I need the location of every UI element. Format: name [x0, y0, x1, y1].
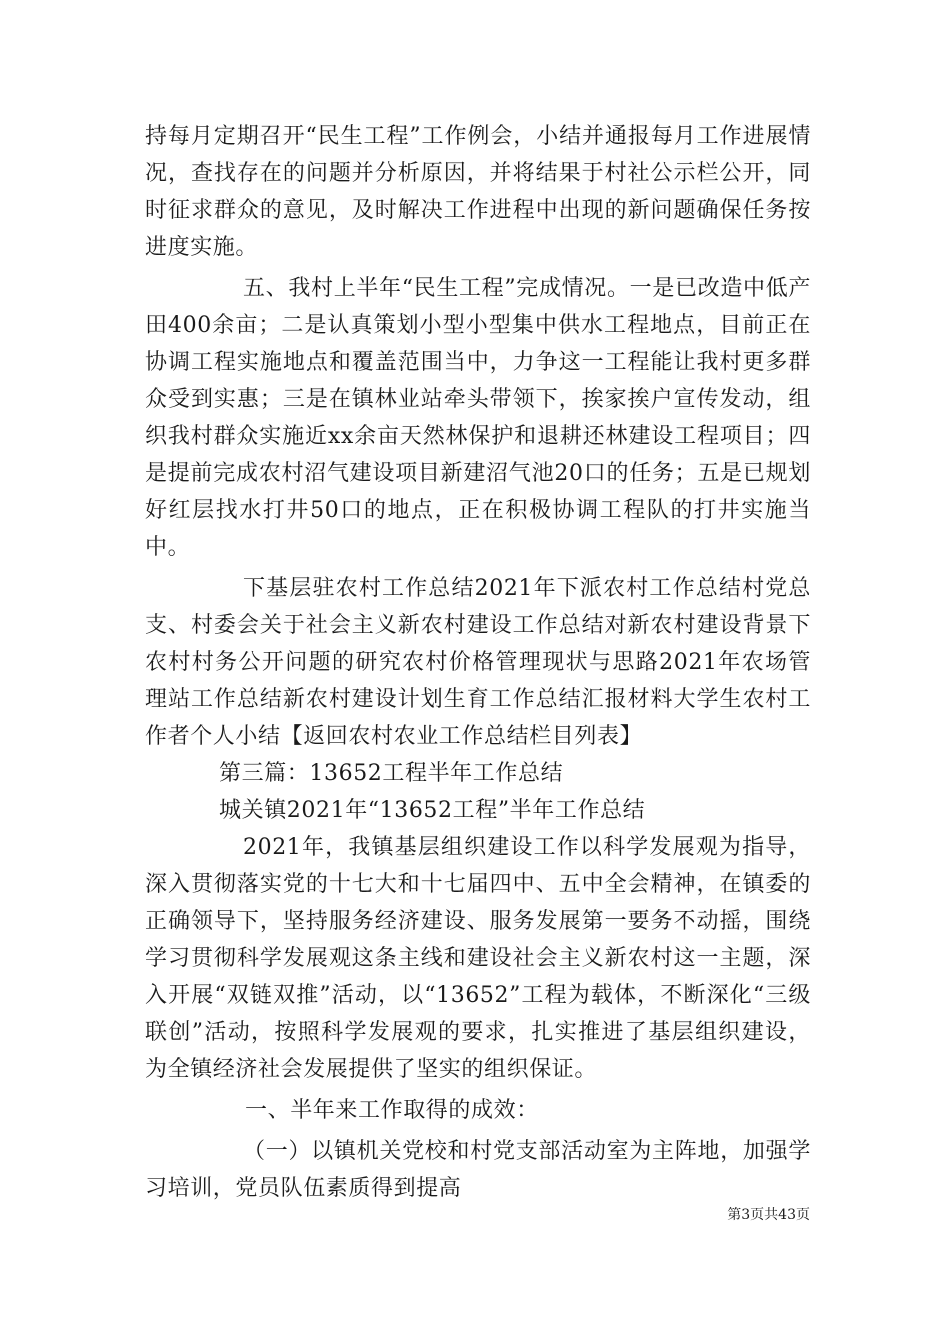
document-title: 城关镇2021年“13652工程”半年工作总结: [219, 798, 646, 823]
subsection-heading-training: （一）以镇机关党校和村党支部活动室为主阵地，加强学习培训，党员队伍素质得到提高: [145, 1139, 811, 1201]
page-number: 第3页共43页: [727, 1207, 810, 1223]
paragraph-intro: 2021年，我镇基层组织建设工作以科学发展观为指导，深入贯彻落实党的十七大和十七届四中、五中全会精神，在镇委的正确领导下，坚持服务经济建设、服务发展第一要务不动摇，围绕学习贯彻科学发展观这条主线和建设社会主义新农村这一主题，深入开展“双链双推”活动，以“13652”工程为载体，不断深化“三级联创”活动，按照科学发展观的要求，扎实推进了基层组织建设，为全镇经济社会发展提供了坚实的组织保证。: [145, 835, 811, 1082]
paragraph-related-links: 下基层驻农村工作总结2021年下派农村工作总结村党总支、村委会关于社会主义新农村建设工作总结对新农村建设背景下农村村务公开问题的研究农村价格管理现状与思路2021年农场管理站工作总结新农村建设计划生育工作总结汇报材料大学生农村工作者个人小结【返回农村农业工作总结栏目列表】: [145, 576, 811, 749]
chapter-heading: 第三篇：13652工程半年工作总结: [219, 761, 564, 786]
paragraph-continuation: 持每月定期召开“民生工程”工作例会，小结并通报每月工作进展情况，查找存在的问题并分析原因，并将结果于村社公示栏公开，同时征求群众的意见，及时解决工作进程中出现的新问题确保任务按进度实施。: [145, 124, 811, 260]
paragraph-section-five: 五、我村上半年“民生工程”完成情况。一是已改造中低产田400余亩；二是认真策划小型小型集中供水工程地点，目前正在协调工程实施地点和覆盖范围当中，力争这一工程能让我村更多群众受到实惠；三是在镇林业站牵头带领下，挨家挨户宣传发动，组织我村群众实施近xx余亩天然林保护和退耕还林建设工程项目；四是提前完成农村沼气建设项目新建沼气池20口的任务；五是已规划好红层找水打井50口的地点，正在积极协调工程队的打井实施当中。: [145, 276, 811, 560]
document-body: [145, 118, 811, 1207]
section-heading-achievements: 一、半年来工作取得的成效：: [245, 1098, 539, 1123]
